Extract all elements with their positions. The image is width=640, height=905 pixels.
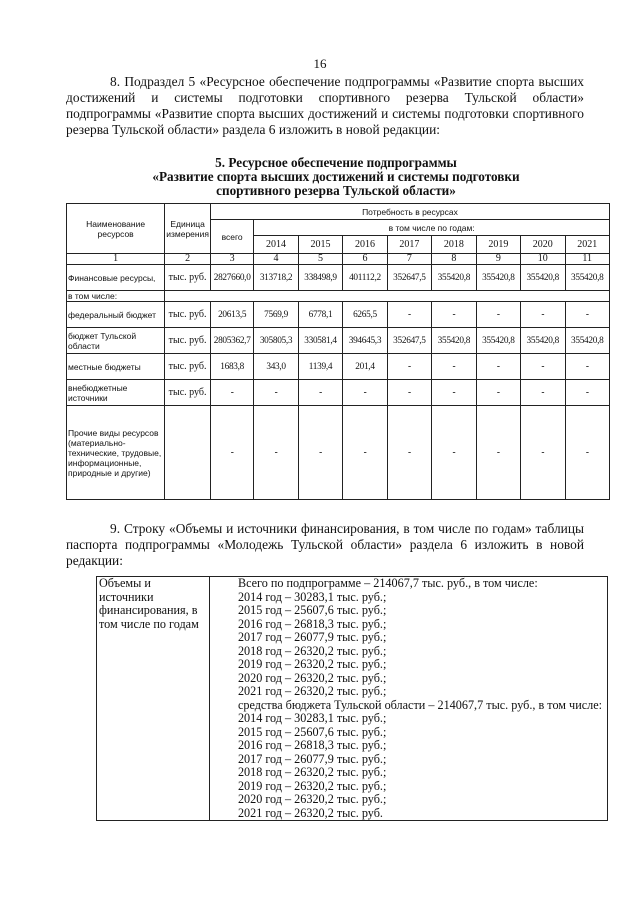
row-value: -	[210, 380, 253, 406]
row-value: -	[521, 354, 565, 380]
row-value: 330581,4	[298, 328, 342, 354]
column-number: 10	[521, 254, 565, 265]
row-value: 355420,8	[476, 328, 520, 354]
row-value: -	[432, 302, 476, 328]
row-value: -	[343, 406, 387, 500]
table-row	[67, 265, 610, 291]
header-year: 2016	[343, 236, 387, 254]
table-row	[67, 302, 610, 328]
header-year: 2021	[565, 236, 610, 254]
header-unit: Единица измерения	[165, 204, 211, 254]
row-value: -	[298, 406, 342, 500]
row-value: -	[565, 406, 610, 500]
row-value: 6778,1	[298, 302, 342, 328]
row-unit	[165, 406, 211, 500]
resources-table	[66, 203, 610, 500]
row-value: -	[387, 406, 431, 500]
row-value: 338498,9	[298, 265, 342, 291]
row-value: 343,0	[254, 354, 298, 380]
row-value: -	[432, 354, 476, 380]
column-number: 11	[565, 254, 610, 265]
passport-year-line: 2021 год – 26320,2 тыс. руб.	[237, 805, 383, 820]
row-value: -	[476, 406, 520, 500]
row-empty	[165, 291, 610, 302]
section-heading: 5. Ресурсное обеспечение подпрограммы «Развитие спорта высших достижений и системы подготовки спортивного резерва Тульской области»	[152, 155, 520, 198]
row-value: 1683,8	[210, 354, 253, 380]
header-total: всего	[210, 220, 253, 254]
passport-year-line: 2014 год – 30283,1 тыс. руб.;	[237, 589, 387, 604]
row-value: -	[210, 406, 253, 500]
table-row	[67, 354, 610, 380]
row-value: 352647,5	[387, 328, 431, 354]
passport-budget-line: средства бюджета Тульской области – 214067,7 тыс. руб., в том числе:	[237, 697, 602, 712]
column-number: 3	[210, 254, 253, 265]
row-value: -	[432, 406, 476, 500]
passport-year-line: 2015 год – 25607,6 тыс. руб.;	[237, 724, 387, 739]
row-value: -	[565, 302, 610, 328]
row-unit: тыс. руб.	[165, 265, 211, 291]
table-row	[67, 328, 610, 354]
row-name: внебюджетные источники	[67, 380, 165, 406]
row-value: 7569,9	[254, 302, 298, 328]
passport-year-line: 2017 год – 26077,9 тыс. руб.;	[237, 751, 387, 766]
row-value: -	[476, 354, 520, 380]
passport-total-line: Всего по подпрограмме – 214067,7 тыс. руб., в том числе:	[237, 576, 538, 590]
passport-content	[209, 577, 607, 821]
table-row	[67, 380, 610, 406]
row-value: -	[521, 380, 565, 406]
paragraph-9: 9. Строку «Объемы и источники финансирования, в том числе по годам» таблицы паспорта подпрограммы «Молодежь Тульской области» раздела 6 изложить в новой редакции:	[66, 521, 584, 568]
row-value: 313718,2	[254, 265, 298, 291]
row-value: 355420,8	[521, 265, 565, 291]
row-name: бюджет Тульской области	[67, 328, 165, 354]
passport-table	[96, 576, 608, 821]
header-name: Наименование ресурсов	[67, 204, 165, 254]
row-unit: тыс. руб.	[165, 302, 211, 328]
row-value: -	[387, 302, 431, 328]
row-value: -	[387, 380, 431, 406]
row-value: 6265,5	[343, 302, 387, 328]
table-row	[67, 291, 610, 302]
passport-label: Объемы и источники финансирования, в том числе по годам	[97, 577, 210, 821]
row-value: 1139,4	[298, 354, 342, 380]
row-value: 355420,8	[521, 328, 565, 354]
row-value: 401112,2	[343, 265, 387, 291]
passport-year-line: 2020 год – 26320,2 тыс. руб.;	[237, 670, 387, 685]
row-value: -	[476, 380, 520, 406]
row-value: 352647,5	[387, 265, 431, 291]
passport-year-line: 2020 год – 26320,2 тыс. руб.;	[237, 792, 387, 806]
header-by-year: в том числе по годам:	[254, 220, 610, 236]
header-year: 2019	[476, 236, 520, 254]
row-value: 20613,5	[210, 302, 253, 328]
page-number: 16	[313, 56, 327, 71]
row-value: 305805,3	[254, 328, 298, 354]
passport-year-line: 2018 год – 26320,2 тыс. руб.;	[237, 765, 387, 779]
table-row	[67, 406, 610, 500]
row-unit: тыс. руб.	[165, 354, 211, 380]
row-value: -	[254, 380, 298, 406]
row-value: 355420,8	[432, 265, 476, 291]
header-year: 2014	[254, 236, 298, 254]
row-value: 355420,8	[432, 328, 476, 354]
row-value: 2827660,0	[210, 265, 253, 291]
row-value: -	[432, 380, 476, 406]
passport-year-line: 2014 год – 30283,1 тыс. руб.;	[237, 711, 387, 725]
column-number: 5	[298, 254, 342, 265]
column-number: 6	[343, 254, 387, 265]
row-value: 355420,8	[565, 328, 610, 354]
row-value: -	[387, 354, 431, 380]
row-name: Финансовые ресурсы,	[67, 265, 165, 291]
passport-year-line: 2015 год – 25607,6 тыс. руб.;	[237, 603, 387, 617]
row-name: в том числе:	[67, 291, 165, 302]
row-value: 355420,8	[565, 265, 610, 291]
row-value: -	[298, 380, 342, 406]
column-number: 7	[387, 254, 431, 265]
passport-year-line: 2019 год – 26320,2 тыс. руб.;	[237, 657, 387, 671]
row-value: 2805362,7	[210, 328, 253, 354]
column-number: 1	[67, 254, 165, 265]
row-value: -	[521, 406, 565, 500]
row-value: -	[521, 302, 565, 328]
column-number: 4	[254, 254, 298, 265]
row-name: местные бюджеты	[67, 354, 165, 380]
row-name: Прочие виды ресурсов (материально-технические, трудовые, информационные, природные и другие)	[67, 406, 165, 500]
column-number: 9	[476, 254, 520, 265]
row-value: -	[565, 354, 610, 380]
passport-year-line: 2019 год – 26320,2 тыс. руб.;	[237, 778, 387, 793]
header-year: 2017	[387, 236, 431, 254]
row-value: -	[476, 302, 520, 328]
column-number: 2	[165, 254, 211, 265]
row-value: 201,4	[343, 354, 387, 380]
row-value: 355420,8	[476, 265, 520, 291]
passport-year-line: 2017 год – 26077,9 тыс. руб.;	[237, 630, 387, 644]
row-value: -	[565, 380, 610, 406]
column-number: 8	[432, 254, 476, 265]
header-year: 2020	[521, 236, 565, 254]
header-need: Потребность в ресурсах	[210, 204, 609, 220]
passport-year-line: 2018 год – 26320,2 тыс. руб.;	[237, 643, 387, 658]
passport-year-line: 2016 год – 26818,3 тыс. руб.;	[237, 616, 387, 631]
row-unit: тыс. руб.	[165, 380, 211, 406]
header-year: 2015	[298, 236, 342, 254]
row-value: -	[343, 380, 387, 406]
paragraph-8: 8. Подраздел 5 «Ресурсное обеспечение подпрограммы «Развитие спорта высших достижений и системы подготовки спортивного резерва Тульской области» подпрограммы «Развитие спорта высших достижений и системы подготовки спортивного резерва Тульской области» раздела 6 изложить в новой редакции:	[66, 74, 584, 137]
passport-year-line: 2021 год – 26320,2 тыс. руб.;	[237, 684, 387, 698]
row-value: -	[254, 406, 298, 500]
passport-year-line: 2016 год – 26818,3 тыс. руб.;	[237, 738, 387, 752]
row-name: федеральный бюджет	[67, 302, 165, 328]
row-value: 394645,3	[343, 328, 387, 354]
row-unit: тыс. руб.	[165, 328, 211, 354]
header-year: 2018	[432, 236, 476, 254]
